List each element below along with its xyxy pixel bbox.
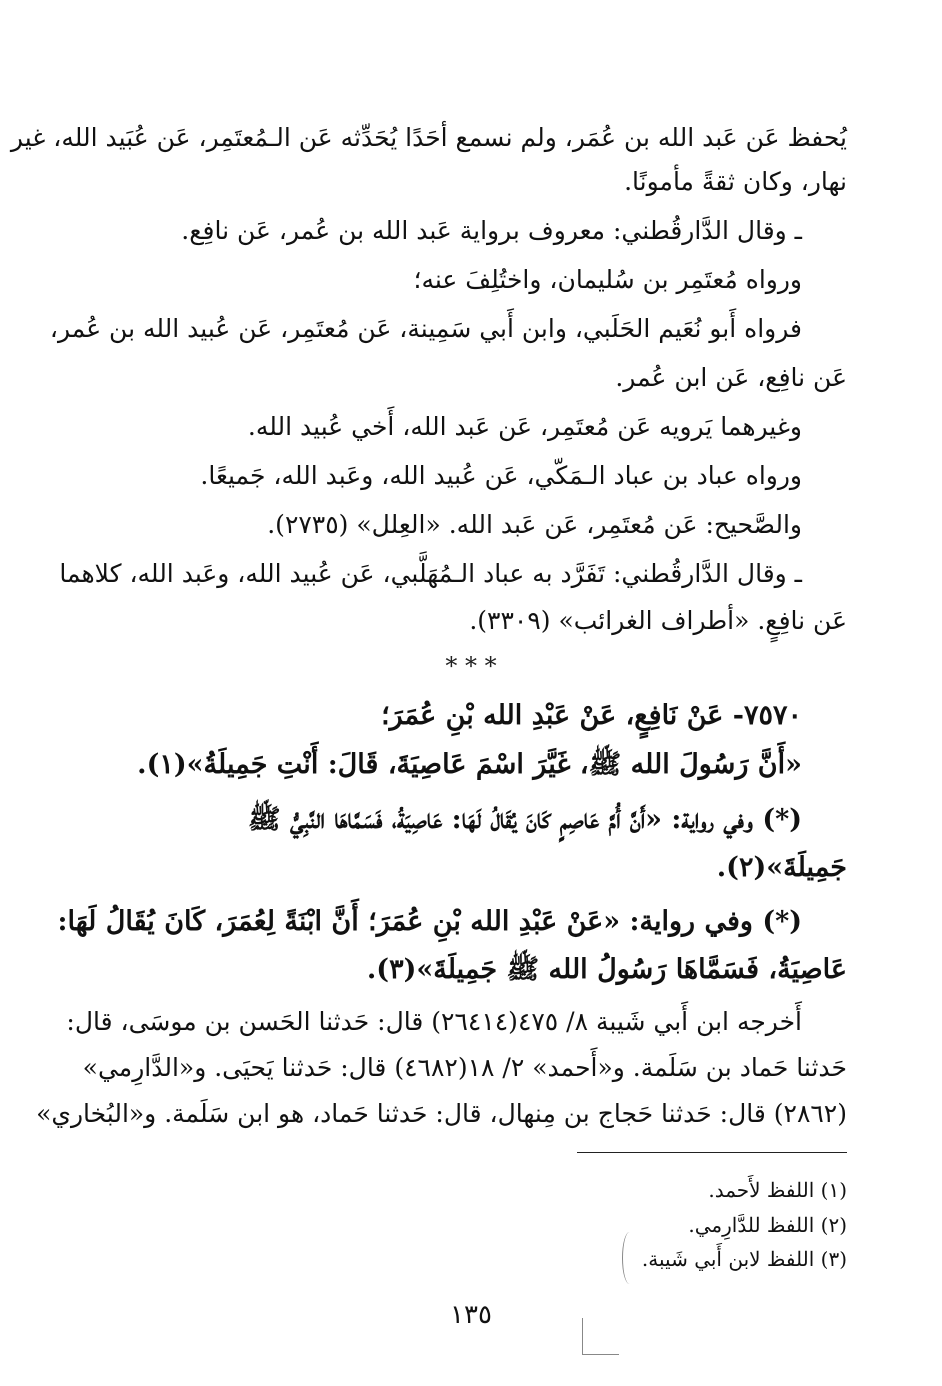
hadith-text-line: «أَنَّ رَسُولَ الله ﷺ، غَيَّرَ اسْمَ عَاصِيَةَ، قَالَ: أَنْتِ جَمِيلَةُ»(١).	[137, 749, 802, 780]
body-line: ورواه عباد بن عباد الـمَكّي، عَن عُبيد الله، وعَبد الله، جَميعًا.	[200, 461, 802, 490]
body-line: والصَّحيح: عَن مُعتَمِر، عَن عَبد الله. «العِلل» (٢٧٣٥).	[267, 510, 802, 539]
footnote: (٢) اللفظ للدَّارِمي.	[688, 1213, 847, 1237]
body-line: ورواه مُعتَمِر بن سُليمان، واختُلِفَ عنه؛	[413, 265, 802, 294]
body-line: ـ وقال الدَّارقُطني: معروف برواية عَبد الله بن عُمر، عَن نافِع.	[181, 216, 802, 245]
body-line: نهار، وكان ثقةً مأمونًا.	[624, 167, 847, 196]
footnote: (٣) اللفظ لابن أَبي شَيبة.	[641, 1247, 847, 1271]
hadith-variant-line: عَاصِيَةُ، فَسَمَّاهَا رَسُولُ الله ﷺ جَمِيلَةَ»(٣).	[366, 954, 847, 985]
takhrij-line: أَخرجه ابن أَبي شَيبة ٨/ ٤٧٥(٢٦٤١٤) قال: حَدثنا الحَسن بن موسَى، قال:	[66, 1007, 802, 1036]
body-line: عَن نافِعٍ. «أطراف الغرائب» (٣٣٠٩).	[469, 606, 847, 635]
body-line: وغيرهما يَرويه عَن مُعتَمِر، عَن عَبد الله، أَخي عُبيد الله.	[247, 412, 802, 441]
footnote-divider	[577, 1152, 847, 1153]
body-line: يُحفظ عَن عَبد الله بن عُمَر، ولم نسمع أحَدًا يُحَدِّثه عَن الـمُعتَمِر، عَن عُبَيد الله، غير	[10, 123, 847, 152]
pencil-mark	[622, 1232, 637, 1284]
section-separator: * * *	[445, 652, 497, 680]
body-line: فرواه أَبو نُعَيم الحَلَبي، وابن أَبي سَمِينة، عَن مُعتَمِر، عَن عُبيد الله بن عُمر،	[49, 314, 802, 343]
footnote: (١) اللفظ لأَحمد.	[708, 1178, 847, 1202]
body-line: عَن نافِع، عَن ابن عُمر.	[615, 363, 847, 392]
takhrij-line: (٢٨٦٢) قال: حَدثنا حَجاج بن مِنهال، قال: حَدثنا حَماد، هو ابن سَلَمة. و«البُخاري»	[36, 1099, 847, 1128]
page-number: ١٣٥	[450, 1300, 492, 1330]
takhrij-line: حَدثنا حَماد بن سَلَمة. و«أَحمد» ٢/ ١٨(٤٦٨٢) قال: حَدثنا يَحيَى. و«الدَّارِمي»	[82, 1053, 847, 1082]
hadith-variant-line: (*) وفي رواية: «عَنْ عَبْدِ الله بْنِ عُمَرَ؛ أَنَّ ابْنَةً لِعُمَرَ، كَانَ يُقَالُ لَهَا:	[57, 906, 802, 937]
body-line: ـ وقال الدَّارقُطني: تَفَرَّد به عباد الـمُهَلَّبي، عَن عُبيد الله، وعَبد الله، كلاهما	[59, 559, 802, 588]
hadith-variant-line: جَمِيلَةَ»(٢).	[716, 852, 847, 883]
hadith-variant-line: (*) وفي رواية: «أَنَّ أُمَّ عَاصِمٍ كَانَ يُقَالُ لَهَا: عَاصِيَةُ، فَسَمَّاهَا النَّبِيُّ ﷺ	[248, 804, 802, 835]
hadith-number-line: ٧٥٧٠- عَنْ نَافِعٍ، عَنْ عَبْدِ الله بْنِ عُمَرَ؛	[381, 700, 802, 731]
